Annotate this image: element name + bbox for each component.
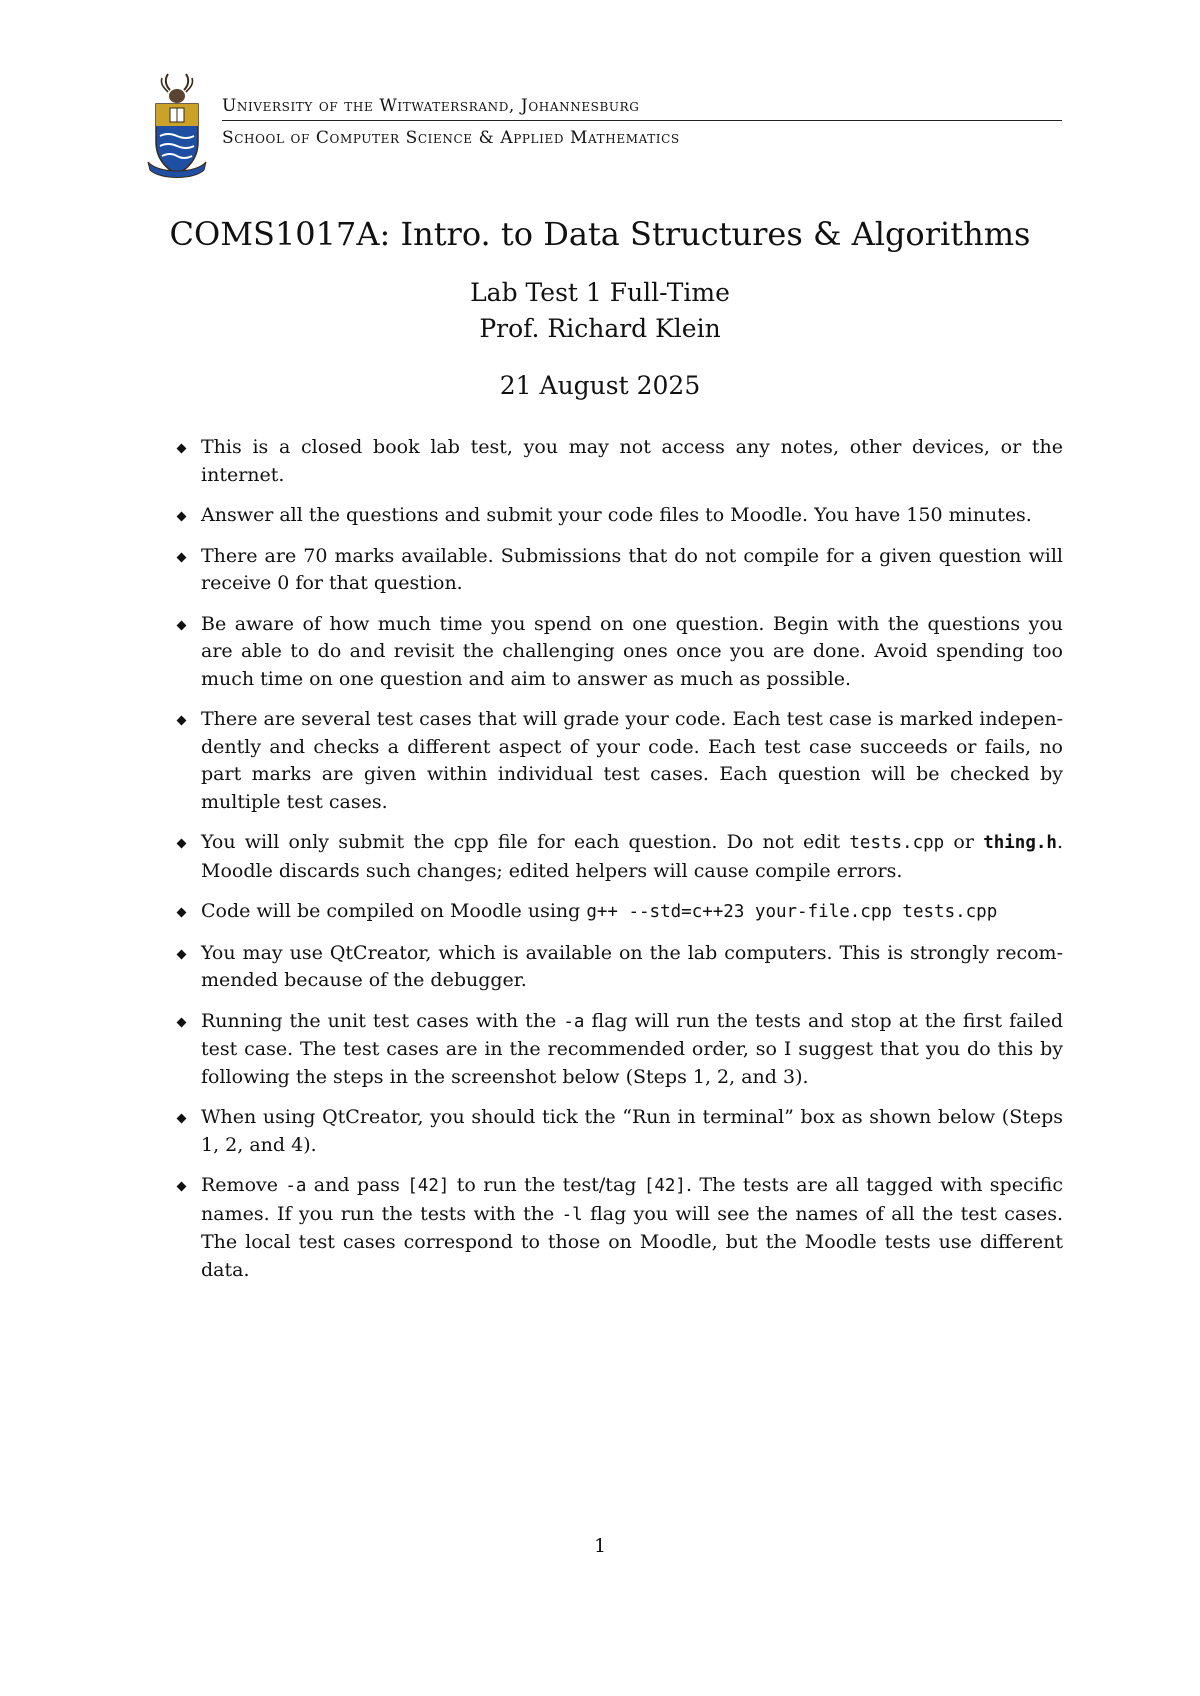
instruction-item: This is a closed book lab test, you may not access any notes, other devices, or the internet.	[175, 434, 1063, 489]
bullet-icon	[177, 1114, 187, 1124]
bullet-icon	[177, 716, 187, 726]
lecturer-name: Prof. Richard Klein	[479, 314, 721, 343]
course-title: COMS1017A: Intro. to Data Structures & Algorithms	[169, 215, 1031, 253]
page-number: 1	[593, 1535, 607, 1557]
bullet-icon	[177, 908, 187, 918]
code-flag: -a	[563, 1011, 585, 1032]
bullet-icon	[177, 1182, 187, 1192]
bullet-icon	[177, 444, 187, 454]
instruction-item: You may use QtCreator, which is available on the lab computers. This is strongly recom-mended because of the debugger.	[175, 940, 1063, 995]
test-title: Lab Test 1 Full-Time	[470, 278, 730, 307]
instruction-item: There are several test cases that will grade your code. Each test case is marked indepen-dently and checks a different aspect of your code. Each test case succeeds or fails, no part marks are given within individual test cases. Each question will be checked by multiple test cases.	[175, 706, 1063, 816]
bullet-icon	[177, 949, 187, 959]
bullet-icon	[177, 512, 187, 522]
bullet-icon	[177, 552, 187, 562]
instruction-item: Be aware of how much time you spend on one question. Begin with the questions you are able to do and revisit the challenging ones once you are done. Avoid spending too much time on one question and aim to answer as much as possible.	[175, 611, 1063, 694]
instruction-item: There are 70 marks available. Submissions that do not compile for a given question will receive 0 for that question.	[175, 543, 1063, 598]
university-crest-logo	[146, 70, 208, 182]
code-filename: tests.cpp	[849, 833, 945, 853]
instruction-item: When using QtCreator, you should tick the “Run in terminal” box as shown below (Steps 1, 2, and 4).	[175, 1104, 1063, 1159]
school-name: School of Computer Science & Applied Mathematics	[222, 128, 680, 148]
bullet-icon	[177, 1017, 187, 1027]
university-name: University of the Witwatersrand, Johannesburg	[222, 96, 1062, 121]
instruction-item: Remove -a and pass [42] to run the test/tag [42]. The tests are all tagged with specific names. If you run the tests with the -l flag you will see the names of all the test cases. The local test cases correspond to those on Moodle, but the Moodle tests use different data.	[175, 1172, 1063, 1284]
instruction-item: Running the unit test cases with the -a flag will run the tests and stop at the first failed test case. The test cases are in the recommended order, so I suggest that you do this by following the steps in the screenshot below (Steps 1, 2, and 3).	[175, 1008, 1063, 1092]
code-flag: -l	[561, 1204, 583, 1225]
bullet-icon	[177, 839, 187, 849]
code-flag: -a	[285, 1176, 307, 1196]
letterhead	[222, 96, 1062, 148]
test-date: 21 August 2025	[499, 371, 701, 400]
instruction-item: You will only submit the cpp file for each question. Do not edit tests.cpp or thing.h. Moodle discards such changes; edited helpers will cause compile errors.	[175, 829, 1063, 885]
compile-command: g++ --std=c++23 your-file.cpp tests.cpp	[586, 902, 998, 922]
instructions-list	[175, 434, 1063, 1297]
bullet-icon	[177, 620, 187, 630]
code-tag: [42]	[407, 1176, 450, 1196]
code-filename: thing.h	[983, 833, 1057, 853]
code-tag: [42]	[643, 1176, 686, 1196]
instruction-item: Code will be compiled on Moodle using g++ --std=c++23 your-file.cpp tests.cpp	[175, 898, 1063, 927]
instruction-item: Answer all the questions and submit your code files to Moodle. You have 150 minutes.	[175, 502, 1063, 530]
